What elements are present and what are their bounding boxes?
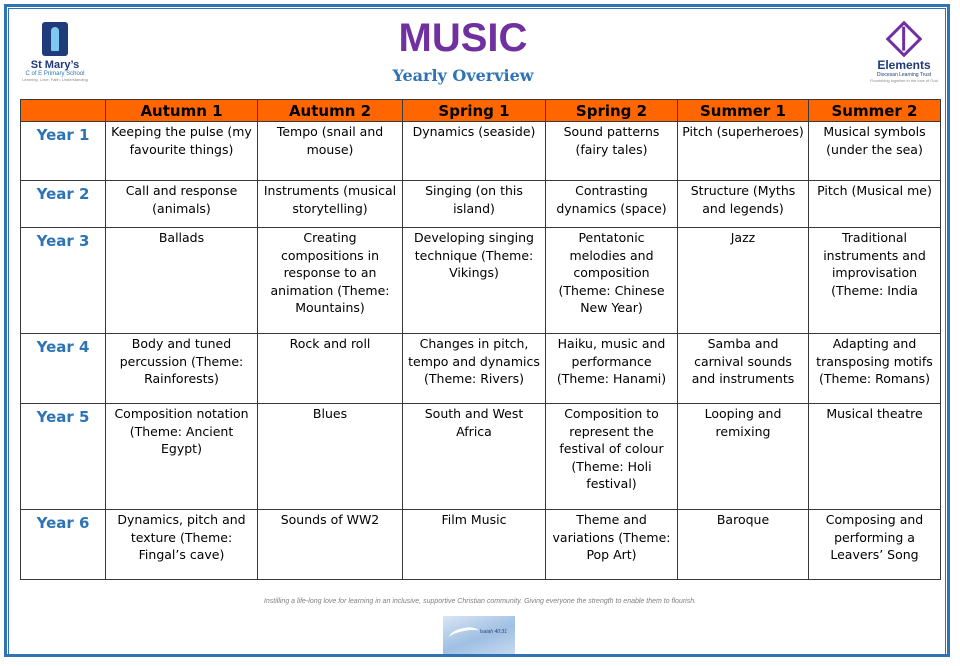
table-cell: Instruments (musical storytelling): [258, 181, 403, 228]
header-corner: [21, 100, 106, 122]
table-cell: Singing (on this island): [403, 181, 546, 228]
table-row: [21, 228, 941, 334]
table-cell: Rock and roll: [258, 334, 403, 404]
table-cell: Ballads: [106, 228, 258, 334]
table-cell: Pitch (superheroes): [678, 122, 809, 181]
table-cell: Pitch (Musical me): [809, 181, 941, 228]
table-row: [21, 334, 941, 404]
table-cell: Body and tuned percussion (Theme: Rainforests): [106, 334, 258, 404]
column-header: Summer 1: [678, 100, 809, 122]
column-header: Autumn 1: [106, 100, 258, 122]
table-row: [21, 510, 941, 580]
elements-diamond-icon: [886, 21, 923, 58]
table-cell: Theme and variations (Theme: Pop Art): [546, 510, 678, 580]
column-header: Spring 1: [403, 100, 546, 122]
table-cell: Dynamics (seaside): [403, 122, 546, 181]
school-subtitle: C of E Primary School: [25, 71, 85, 77]
row-label: Year 6: [21, 510, 106, 580]
row-label: Year 2: [21, 181, 106, 228]
trust-subtitle: Diocesan Learning Trust: [876, 72, 932, 78]
school-name: St Mary’s: [30, 59, 80, 71]
table-cell: Film Music: [403, 510, 546, 580]
table-row: [21, 181, 941, 228]
table-cell: Call and response (animals): [106, 181, 258, 228]
row-label: Year 3: [21, 228, 106, 334]
row-label: Year 4: [21, 334, 106, 404]
page-title: MUSIC: [398, 16, 528, 60]
school-tagline: Learning, Love, Faith, Understanding: [22, 77, 88, 82]
trust-logo: [862, 20, 946, 90]
yearly-overview-table: [20, 99, 941, 580]
table-cell: Musical theatre: [809, 404, 941, 510]
table-cell: Changes in pitch, tempo and dynamics (Theme: Rivers): [403, 334, 546, 404]
column-header: Summer 2: [809, 100, 941, 122]
table-cell: Composition to represent the festival of colour (Theme: Holi festival): [546, 404, 678, 510]
verse-image: [443, 616, 515, 654]
table-cell: Baroque: [678, 510, 809, 580]
trust-name: Elements: [877, 58, 931, 72]
table-cell: Haiku, music and performance (Theme: Hanami): [546, 334, 678, 404]
table-cell: Creating compositions in response to an animation (Theme: Mountains): [258, 228, 403, 334]
table-cell: South and West Africa: [403, 404, 546, 510]
table-cell: Structure (Myths and legends): [678, 181, 809, 228]
bird-icon: [448, 625, 480, 644]
table-cell: Contrasting dynamics (space): [546, 181, 678, 228]
table-cell: Composing and performing a Leavers’ Song: [809, 510, 941, 580]
row-label: Year 5: [21, 404, 106, 510]
table-cell: Tempo (snail and mouse): [258, 122, 403, 181]
table-cell: Composition notation (Theme: Ancient Egypt): [106, 404, 258, 510]
row-label: Year 1: [21, 122, 106, 181]
table-cell: Keeping the pulse (my favourite things): [106, 122, 258, 181]
table-cell: Sound patterns (fairy tales): [546, 122, 678, 181]
table-cell: Adapting and transposing motifs (Theme: Romans): [809, 334, 941, 404]
verse-reference: Isaiah 40:31: [479, 629, 507, 635]
page-subtitle: Yearly Overview: [392, 66, 534, 85]
column-header: Autumn 2: [258, 100, 403, 122]
table-cell: Samba and carnival sounds and instruments: [678, 334, 809, 404]
table-cell: Pentatonic melodies and composition (Theme: Chinese New Year): [546, 228, 678, 334]
table-cell: Musical symbols (under the sea): [809, 122, 941, 181]
school-motto: Instilling a life-long love for learning in an inclusive, supportive Christian community. Giving everyone the strength to enable them to flourish.: [263, 598, 697, 605]
trust-tagline: Flourishing together in the love of God: [870, 78, 938, 83]
table-cell: Developing singing technique (Theme: Vikings): [403, 228, 546, 334]
table-cell: Dynamics, pitch and texture (Theme: Fingal’s cave): [106, 510, 258, 580]
table-row: [21, 404, 941, 510]
table-cell: Looping and remixing: [678, 404, 809, 510]
table-header-row: [21, 100, 941, 122]
table-cell: Blues: [258, 404, 403, 510]
table-cell: Traditional instruments and improvisation (Theme: India: [809, 228, 941, 334]
table-row: [21, 122, 941, 181]
column-header: Spring 2: [546, 100, 678, 122]
table-cell: Jazz: [678, 228, 809, 334]
table-cell: Sounds of WW2: [258, 510, 403, 580]
